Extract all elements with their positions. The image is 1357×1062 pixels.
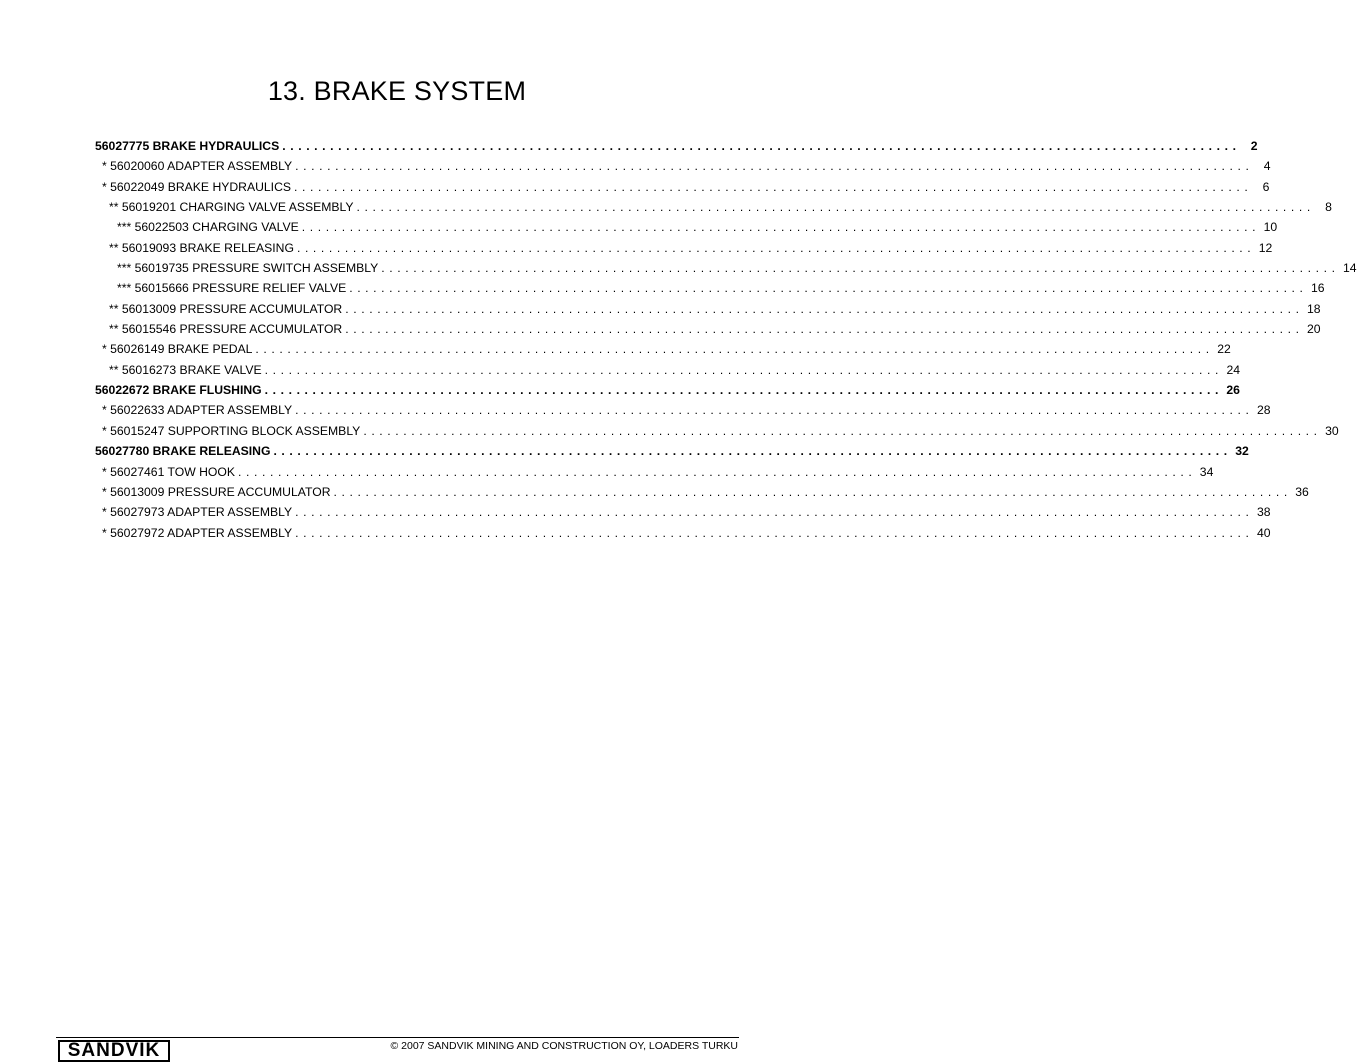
table-of-contents <box>95 136 1357 543</box>
toc-dot-leader: ........................................................................................................................ <box>294 179 1253 194</box>
toc-entry-page: 20 <box>1307 322 1321 337</box>
toc-entry-page: 14 <box>1343 261 1357 276</box>
toc-entry[interactable] <box>95 360 1241 380</box>
toc-dot-leader: ........................................................................................................................ <box>381 261 1340 276</box>
toc-entry-label: ** 56019201 CHARGING VALVE ASSEMBLY <box>109 200 354 215</box>
toc-entry[interactable] <box>95 217 1278 237</box>
toc-entry-label: 56022672 BRAKE FLUSHING <box>95 383 262 398</box>
toc-entry[interactable] <box>95 319 1321 339</box>
toc-entry[interactable] <box>95 482 1309 502</box>
toc-entry[interactable] <box>95 523 1271 543</box>
toc-dot-leader: ........................................................................................................................ <box>345 322 1304 337</box>
toc-dot-leader: ........................................................................................................................ <box>282 139 1241 153</box>
toc-entry-page: 6 <box>1262 179 1270 194</box>
toc-entry[interactable] <box>95 197 1332 217</box>
toc-entry-label: * 56020060 ADAPTER ASSEMBLY <box>102 159 293 174</box>
toc-entry-label: 56027780 BRAKE RELEASING <box>95 444 271 459</box>
sandvik-logo: SANDVIK <box>58 1040 170 1062</box>
toc-dot-leader: ........................................................................................................................ <box>255 342 1214 357</box>
toc-entry[interactable] <box>95 462 1214 482</box>
toc-dot-leader: ........................................................................................................................ <box>333 484 1292 499</box>
toc-dot-leader: ........................................................................................................................ <box>301 220 1261 235</box>
toc-entry[interactable] <box>95 339 1231 359</box>
toc-entry[interactable] <box>95 502 1271 522</box>
toc-entry-page: 36 <box>1295 484 1309 499</box>
toc-entry-label: * 56022049 BRAKE HYDRAULICS <box>102 179 292 194</box>
toc-entry-page: 26 <box>1226 383 1240 398</box>
toc-entry-label: * 56015247 SUPPORTING BLOCK ASSEMBLY <box>102 423 361 438</box>
toc-entry-page: 24 <box>1226 362 1241 377</box>
toc-entry-label: 56027775 BRAKE HYDRAULICS <box>95 139 280 153</box>
toc-entry-page: 8 <box>1325 200 1332 215</box>
toc-entry-page: 28 <box>1256 403 1271 418</box>
toc-entry-label: * 56027461 TOW HOOK <box>102 464 236 479</box>
toc-entry-label: ** 56016273 BRAKE VALVE <box>109 362 262 377</box>
toc-entry-label: *** 56015666 PRESSURE RELIEF VALVE <box>117 281 347 296</box>
toc-entry-page: 38 <box>1256 505 1271 520</box>
toc-entry[interactable] <box>95 441 1249 461</box>
toc-entry[interactable] <box>95 136 1258 156</box>
toc-dot-leader: ........................................................................................................................ <box>349 281 1308 296</box>
toc-entry[interactable] <box>95 177 1270 197</box>
toc-entry-page: 4 <box>1263 159 1271 174</box>
toc-dot-leader: ........................................................................................................................ <box>296 240 1256 255</box>
toc-entry-label: * 56027972 ADAPTER ASSEMBLY <box>102 525 293 540</box>
toc-entry-label: ** 56019093 BRAKE RELEASING <box>109 240 294 255</box>
toc-entry-label: ** 56013009 PRESSURE ACCUMULATOR <box>109 301 343 316</box>
toc-entry-page: 32 <box>1235 444 1249 459</box>
toc-dot-leader: ........................................................................................................................ <box>295 525 1254 540</box>
toc-entry-label: *** 56019735 PRESSURE SWITCH ASSEMBLY <box>117 261 379 276</box>
toc-entry-label: ** 56015546 PRESSURE ACCUMULATOR <box>109 322 343 337</box>
toc-entry-page: 40 <box>1256 525 1271 540</box>
toc-entry-page: 30 <box>1325 423 1339 438</box>
toc-entry[interactable] <box>95 258 1357 278</box>
page-title: 13. BRAKE SYSTEM <box>267 76 527 106</box>
toc-entry[interactable] <box>95 156 1271 176</box>
toc-entry[interactable] <box>95 421 1339 441</box>
toc-entry-page: 10 <box>1263 220 1278 235</box>
toc-entry[interactable] <box>95 238 1273 258</box>
toc-dot-leader: ........................................................................................................................ <box>295 403 1254 418</box>
footer-divider <box>56 1037 739 1038</box>
toc-entry-page: 18 <box>1307 301 1321 316</box>
toc-entry[interactable] <box>95 380 1240 400</box>
toc-dot-leader: ........................................................................................................................ <box>264 383 1223 398</box>
toc-dot-leader: ........................................................................................................................ <box>295 159 1254 174</box>
toc-entry[interactable] <box>95 400 1271 420</box>
toc-entry-page: 12 <box>1258 240 1273 255</box>
toc-dot-leader: ........................................................................................................................ <box>295 505 1254 520</box>
toc-dot-leader: ........................................................................................................................ <box>238 464 1197 479</box>
toc-entry-label: * 56022633 ADAPTER ASSEMBLY <box>102 403 293 418</box>
toc-entry[interactable] <box>95 299 1321 319</box>
toc-entry[interactable] <box>95 278 1325 298</box>
toc-entry-label: * 56013009 PRESSURE ACCUMULATOR <box>102 484 331 499</box>
toc-dot-leader: ........................................................................................................................ <box>264 362 1224 377</box>
toc-entry-label: * 56027973 ADAPTER ASSEMBLY <box>102 505 293 520</box>
toc-dot-leader: ........................................................................................................................ <box>356 200 1315 215</box>
toc-dot-leader: ........................................................................................................................ <box>363 423 1322 438</box>
toc-entry-page: 2 <box>1250 139 1258 153</box>
toc-entry-page: 16 <box>1310 281 1325 296</box>
footer-copyright: © 2007 SANDVIK MINING AND CONSTRUCTION OY, LOADERS TURKU <box>390 1040 738 1052</box>
toc-entry-label: *** 56022503 CHARGING VALVE <box>117 220 299 235</box>
toc-entry-page: 34 <box>1199 464 1214 479</box>
toc-entry-page: 22 <box>1217 342 1231 357</box>
toc-entry-label: * 56026149 BRAKE PEDAL <box>102 342 253 357</box>
toc-dot-leader: ........................................................................................................................ <box>345 301 1304 316</box>
toc-dot-leader: ........................................................................................................................ <box>273 444 1232 459</box>
